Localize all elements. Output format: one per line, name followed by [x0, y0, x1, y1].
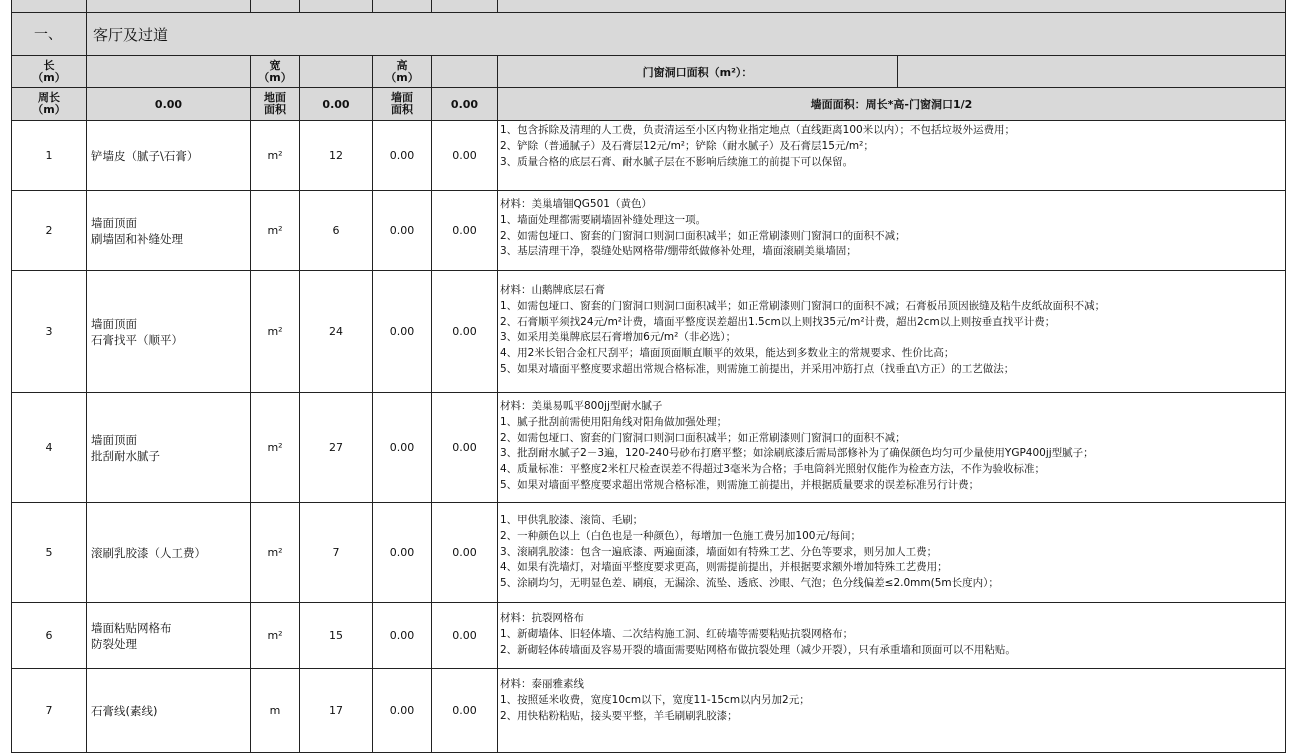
item-quantity[interactable]: 6 [300, 191, 373, 271]
width-header: 宽 （m） [251, 56, 300, 88]
cell [373, 0, 432, 13]
length-value[interactable] [87, 56, 251, 88]
item-price[interactable]: 0.00 [373, 393, 432, 503]
height-header: 高 （m） [373, 56, 432, 88]
opening-area-label: 门窗洞口面积（m²）： [498, 56, 898, 88]
table-row [12, 271, 1286, 393]
item-price[interactable]: 0.00 [373, 503, 432, 603]
opening-area-value[interactable] [898, 56, 1286, 88]
item-quantity[interactable]: 27 [300, 393, 373, 503]
item-quantity[interactable]: 12 [300, 121, 373, 191]
item-notes: 1、包含拆除及清理的人工费，负责清运至小区内物业指定地点（直线距离100米以内）；不包括垃圾外运费用； 2、铲除（普通腻子）及石膏层12元/m²；铲除（耐水腻子）及石膏层15元/m²； 3、质量合格的底层石膏、耐水腻子层在不影响后续施工的前提下可以保留。 [498, 121, 1286, 191]
item-number: 7 [12, 669, 87, 753]
floor-area-header: 地面 面积 [251, 88, 300, 121]
item-name[interactable]: 墙面顶面 批刮耐水腻子 [87, 393, 251, 503]
table-row [12, 503, 1286, 603]
item-unit: m² [251, 121, 300, 191]
table-row [12, 393, 1286, 503]
table-row [12, 121, 1286, 191]
item-total[interactable]: 0.00 [432, 191, 498, 271]
item-name[interactable]: 铲墙皮（腻子\石膏） [87, 121, 251, 191]
perimeter-header: 周长 （m） [12, 88, 87, 121]
quote-table [11, 0, 1286, 753]
item-price[interactable]: 0.00 [373, 669, 432, 753]
top-cut-row [12, 0, 1286, 13]
item-price[interactable]: 0.00 [373, 191, 432, 271]
perimeter-value[interactable]: 0.00 [87, 88, 251, 121]
item-total[interactable]: 0.00 [432, 669, 498, 753]
item-notes: 材料：泰丽雅素线 1、按照延米收费，宽度10cm以下，宽度11-15cm以内另加2元； 2、用快粘粉粘贴，接头要平整，羊毛刷刷乳胶漆； [498, 669, 1286, 753]
item-total[interactable]: 0.00 [432, 503, 498, 603]
item-quantity[interactable]: 24 [300, 271, 373, 393]
cell [251, 0, 300, 13]
dimension-row [12, 56, 1286, 88]
item-number: 6 [12, 603, 87, 669]
item-notes: 材料：美巢墙锢QG501（黄色） 1、墙面处理都需要刷墙固补缝处理这一项。 2、如需包垭口、窗套的门窗洞口则洞口面积减半；如正常刷漆则门窗洞口的面积不减； 3、基层清理干净，裂缝处贴网格带/绷带纸做修补处理，墙面滚刷美巢墙固； [498, 191, 1286, 271]
table-row [12, 669, 1286, 753]
wall-area-formula: 墙面面积：周长*高-门窗洞口1/2 [498, 88, 1286, 121]
item-price[interactable]: 0.00 [373, 603, 432, 669]
item-quantity[interactable]: 15 [300, 603, 373, 669]
item-notes: 材料：山鹅牌底层石膏 1、如需包垭口、窗套的门窗洞口则洞口面积减半；如正常刷漆则门窗洞口的面积不减；石膏板吊顶因嵌缝及粘牛皮纸故面积不减； 2、石膏顺平须找24元/m²计费，墙面平整度误差超出1.5cm以上则找35元/m²计费，超出2cm以上则按垂直找平计费； 3、如采用美巢牌底层石膏增加6元/m²（非必选）； 4、用2米长铝合金杠尺刮平；墙面顶面顺直顺平的效果，能达到多数业主的常规要求、性价比高； 5、如果对墙面平整度要求超出常规合格标准，则需施工前提出，并采用冲筋打点（找垂直\方正）的工艺做法； [498, 271, 1286, 393]
item-unit: m² [251, 393, 300, 503]
height-value[interactable] [432, 56, 498, 88]
wall-area-header: 墙面 面积 [373, 88, 432, 121]
item-total[interactable]: 0.00 [432, 121, 498, 191]
floor-area-value[interactable]: 0.00 [300, 88, 373, 121]
item-unit: m² [251, 603, 300, 669]
item-number: 2 [12, 191, 87, 271]
item-unit: m [251, 669, 300, 753]
item-unit: m² [251, 271, 300, 393]
item-total[interactable]: 0.00 [432, 603, 498, 669]
item-quantity[interactable]: 7 [300, 503, 373, 603]
item-notes: 1、甲供乳胶漆、滚筒、毛刷； 2、一种颜色以上（白色也是一种颜色），每增加一色施工费另加100元/每间； 3、滚刷乳胶漆：包含一遍底漆、两遍面漆，墙面如有特殊工艺、分色等要求，则另加人工费； 4、如果有洗墙灯，对墙面平整度要求更高，则需提前提出，并根据要求额外增加特殊工艺费用； 5、涂刷均匀，无明显色差、刷痕，无漏涂、流坠、透底、沙眼、气泡；色分线偏差≤2.0mm(5m长度内）； [498, 503, 1286, 603]
item-total[interactable]: 0.00 [432, 271, 498, 393]
item-name[interactable]: 墙面顶面 刷墙固和补缝处理 [87, 191, 251, 271]
section-number: 一、 [12, 13, 87, 56]
item-unit: m² [251, 191, 300, 271]
cell [498, 0, 1286, 13]
item-notes: 材料：美巢易呱平800jj型耐水腻子 1、腻子批刮前需使用阳角线对阳角做加强处理； 2、如需包垭口、窗套的门窗洞口则洞口面积减半；如正常刷漆则门窗洞口的面积不减； 3、批刮耐水腻子2－3遍，120-240号砂布打磨平整；如涂刷底漆后需局部修补为了确保颜色均匀可少量使用YGP400jj型腻子； 4、质量标准：平整度2米杠尺检查误差不得超过3毫米为合格；手电筒斜光照射仅能作为检查方法，不作为验收标准； 5、如果对墙面平整度要求超出常规合格标准，则需施工前提出，并根据质量要求的误差标准另行计费； [498, 393, 1286, 503]
cell [432, 0, 498, 13]
width-value[interactable] [300, 56, 373, 88]
item-number: 4 [12, 393, 87, 503]
item-price[interactable]: 0.00 [373, 121, 432, 191]
item-quantity[interactable]: 17 [300, 669, 373, 753]
summary-row [12, 88, 1286, 121]
item-name[interactable]: 墙面粘贴网格布 防裂处理 [87, 603, 251, 669]
item-total[interactable]: 0.00 [432, 393, 498, 503]
section-header-row [12, 13, 1286, 56]
item-number: 5 [12, 503, 87, 603]
item-number: 3 [12, 271, 87, 393]
cell [12, 0, 87, 13]
cell [300, 0, 373, 13]
item-price[interactable]: 0.00 [373, 271, 432, 393]
item-name[interactable]: 石膏线(素线) [87, 669, 251, 753]
item-name[interactable]: 滚刷乳胶漆（人工费） [87, 503, 251, 603]
item-notes: 材料：抗裂网格布 1、新砌墙体、旧轻体墙、二次结构施工洞、红砖墙等需要粘贴抗裂网格布； 2、新砌轻体砖墙面及容易开裂的墙面需要贴网格布做抗裂处理（减少开裂），只有承重墙和顶面可以不用粘贴。 [498, 603, 1286, 669]
table-row [12, 603, 1286, 669]
cell [87, 0, 251, 13]
table-row [12, 191, 1286, 271]
item-number: 1 [12, 121, 87, 191]
wall-area-value[interactable]: 0.00 [432, 88, 498, 121]
item-unit: m² [251, 503, 300, 603]
item-name[interactable]: 墙面顶面 石膏找平（顺平） [87, 271, 251, 393]
section-title: 客厅及过道 [87, 13, 1286, 56]
length-header: 长 （m） [12, 56, 87, 88]
